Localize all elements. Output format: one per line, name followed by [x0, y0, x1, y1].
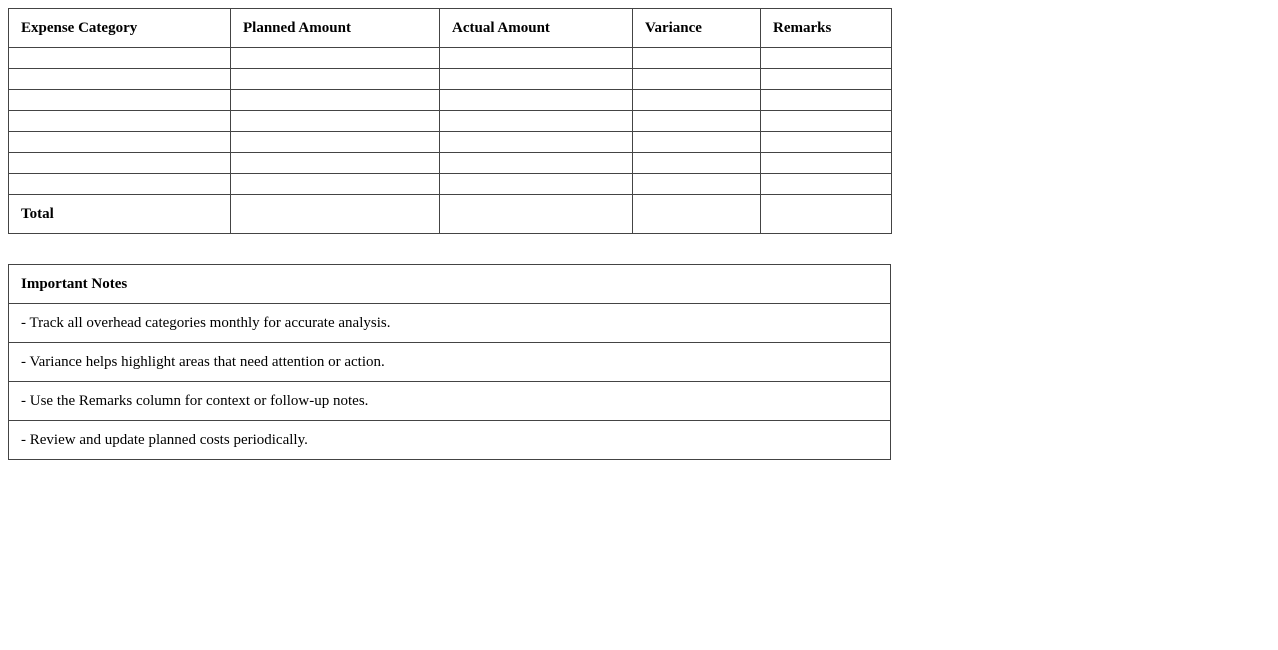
planned-amount-cell[interactable]	[231, 153, 440, 174]
table-row	[9, 90, 892, 111]
note-item: - Track all overhead categories monthly for accurate analysis.	[9, 304, 891, 343]
table-row	[9, 48, 892, 69]
note-row	[9, 382, 891, 421]
total-label: Total	[9, 195, 231, 234]
remarks-cell[interactable]	[761, 132, 892, 153]
expense-category-cell[interactable]	[9, 48, 231, 69]
variance-cell[interactable]	[633, 111, 761, 132]
variance-cell[interactable]	[633, 132, 761, 153]
variance-cell[interactable]	[633, 69, 761, 90]
note-row	[9, 421, 891, 460]
actual-amount-cell[interactable]	[440, 174, 633, 195]
total-variance-cell[interactable]	[633, 195, 761, 234]
planned-amount-cell[interactable]	[231, 48, 440, 69]
header-planned-amount: Planned Amount	[231, 9, 440, 48]
note-item: - Review and update planned costs periodically.	[9, 421, 891, 460]
planned-amount-cell[interactable]	[231, 174, 440, 195]
table-row	[9, 111, 892, 132]
total-actual-cell[interactable]	[440, 195, 633, 234]
remarks-cell[interactable]	[761, 174, 892, 195]
table-row	[9, 174, 892, 195]
header-expense-category: Expense Category	[9, 9, 231, 48]
expense-category-cell[interactable]	[9, 174, 231, 195]
note-row	[9, 304, 891, 343]
remarks-cell[interactable]	[761, 153, 892, 174]
actual-amount-cell[interactable]	[440, 48, 633, 69]
remarks-cell[interactable]	[761, 69, 892, 90]
expense-category-cell[interactable]	[9, 111, 231, 132]
actual-amount-cell[interactable]	[440, 90, 633, 111]
planned-amount-cell[interactable]	[231, 90, 440, 111]
actual-amount-cell[interactable]	[440, 69, 633, 90]
notes-table	[8, 264, 891, 460]
variance-cell[interactable]	[633, 48, 761, 69]
table-row	[9, 132, 892, 153]
header-remarks: Remarks	[761, 9, 892, 48]
notes-title-row	[9, 265, 891, 304]
header-actual-amount: Actual Amount	[440, 9, 633, 48]
actual-amount-cell[interactable]	[440, 111, 633, 132]
actual-amount-cell[interactable]	[440, 132, 633, 153]
note-row	[9, 343, 891, 382]
variance-cell[interactable]	[633, 90, 761, 111]
planned-amount-cell[interactable]	[231, 111, 440, 132]
expense-category-cell[interactable]	[9, 153, 231, 174]
expense-table	[8, 8, 892, 234]
remarks-cell[interactable]	[761, 111, 892, 132]
remarks-cell[interactable]	[761, 48, 892, 69]
table-row	[9, 153, 892, 174]
total-remarks-cell[interactable]	[761, 195, 892, 234]
header-row	[9, 9, 892, 48]
total-planned-cell[interactable]	[231, 195, 440, 234]
note-item: - Use the Remarks column for context or follow-up notes.	[9, 382, 891, 421]
table-row	[9, 69, 892, 90]
total-row	[9, 195, 892, 234]
planned-amount-cell[interactable]	[231, 132, 440, 153]
variance-cell[interactable]	[633, 174, 761, 195]
header-variance: Variance	[633, 9, 761, 48]
variance-cell[interactable]	[633, 153, 761, 174]
expense-category-cell[interactable]	[9, 90, 231, 111]
expense-category-cell[interactable]	[9, 132, 231, 153]
remarks-cell[interactable]	[761, 90, 892, 111]
notes-title: Important Notes	[9, 265, 891, 304]
planned-amount-cell[interactable]	[231, 69, 440, 90]
actual-amount-cell[interactable]	[440, 153, 633, 174]
note-item: - Variance helps highlight areas that need attention or action.	[9, 343, 891, 382]
expense-category-cell[interactable]	[9, 69, 231, 90]
